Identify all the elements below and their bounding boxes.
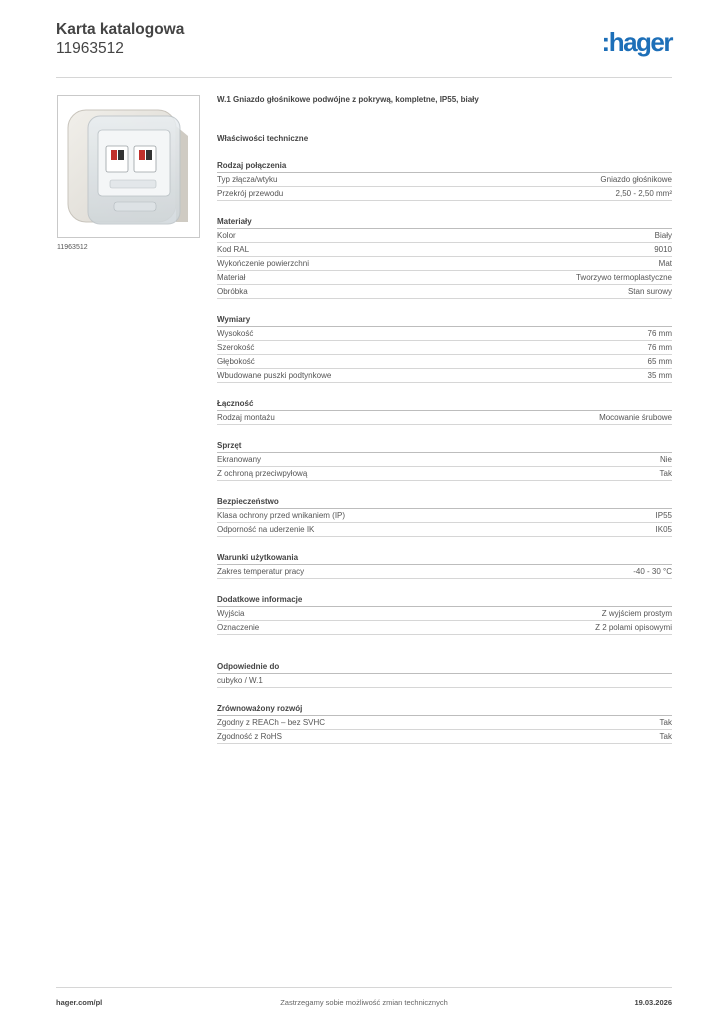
spec-row [217,565,672,579]
section-title: Łączność [217,398,672,411]
spec-row [217,411,672,425]
spec-value: Tak [659,469,672,478]
spec-value: 9010 [654,245,672,254]
hager-logo [602,27,672,57]
spec-label: Rodzaj montażu [217,413,275,422]
document-number: 11963512 [56,40,124,57]
spec-value: Gniazdo głośnikowe [600,175,672,184]
spec-section [217,661,672,688]
spec-section [217,440,672,481]
spec-section [217,552,672,579]
spec-label: Odporność na uderzenie IK [217,525,315,534]
section-title: Sprzęt [217,440,672,453]
spec-label: Kolor [217,231,236,240]
spec-row [217,327,672,341]
spec-value: IK05 [655,525,672,534]
spec-section [217,216,672,299]
spec-label: cubyko / W.1 [217,676,263,685]
spec-row [217,453,672,467]
technical-properties-heading: Właściwości techniczne [217,134,309,143]
spec-row [217,467,672,481]
spec-value: IP55 [655,511,672,520]
spec-row [217,285,672,299]
spec-section [217,160,672,201]
spec-row [217,621,672,635]
spec-section [217,703,672,744]
spec-row [217,716,672,730]
section-title: Materiały [217,216,672,229]
spec-value: 65 mm [647,357,672,366]
spec-value: Z 2 polami opisowymi [595,623,672,632]
speaker-socket-illustration [58,96,199,237]
spec-row [217,243,672,257]
document-footer [56,998,672,1010]
section-title: Zrównoważony rozwój [217,703,672,716]
section-title: Bezpieczeństwo [217,496,672,509]
product-title: W.1 Gniazdo głośnikowe podwójne z pokrywą, kompletne, IP55, biały [217,95,479,104]
document-title: Karta katalogowa [56,21,185,38]
spec-label: Kod RAL [217,245,250,254]
spec-row [217,674,672,688]
spec-row [217,523,672,537]
section-title: Wymiary [217,314,672,327]
spec-label: Oznaczenie [217,623,260,632]
spec-row [217,509,672,523]
spec-label: Wbudowane puszki podtynkowe [217,371,332,380]
spec-value: Mat [658,259,672,268]
spec-value: Nie [659,455,672,464]
spec-section [217,398,672,425]
spec-value: 76 mm [647,343,672,352]
product-image [57,95,200,238]
spec-row [217,607,672,621]
spec-row [217,271,672,285]
spec-value: Biały [654,231,672,240]
footer-divider [56,987,672,988]
section-title: Warunki użytkowania [217,552,672,565]
image-caption: 11963512 [57,244,88,251]
spec-value: 76 mm [647,329,672,338]
header-divider [56,77,672,78]
spec-label: Przekrój przewodu [217,189,284,198]
spec-row [217,369,672,383]
spec-row [217,229,672,243]
spec-section [217,314,672,383]
spec-label: Głębokość [217,357,255,366]
spec-label: Szerokość [217,343,255,352]
spec-label: Klasa ochrony przed wnikaniem (IP) [217,511,346,520]
specification-content [217,94,672,744]
spec-label: Zakres temperatur pracy [217,567,305,576]
section-title: Odpowiednie do [217,661,672,674]
spec-row [217,257,672,271]
spec-row [217,730,672,744]
spec-row [217,173,672,187]
spec-label: Typ złącza/wtyku [217,175,278,184]
brand-name: :hager [601,27,672,57]
spec-row [217,341,672,355]
spec-sections [217,160,672,744]
spec-label: Materiał [217,273,246,282]
spec-value: Stan surowy [627,287,672,296]
section-title: Rodzaj połączenia [217,160,672,173]
spec-label: Wykończenie powierzchni [217,259,309,268]
footer-disclaimer: Zastrzegamy sobie możliwość zmian technicznych [280,998,448,1007]
spec-value: Mocowanie śrubowe [599,413,672,422]
spec-value: Tak [659,718,672,727]
spec-section [217,496,672,537]
spec-label: Ekranowany [217,455,262,464]
spec-label: Zgodny z REACh – bez SVHC [217,718,326,727]
spec-label: Zgodność z RoHS [217,732,282,741]
spec-row [217,187,672,201]
spec-value: Tworzywo termoplastyczne [575,273,672,282]
spec-value: -40 - 30 °C [633,567,672,576]
spec-label: Wysokość [217,329,254,338]
spec-label: Obróbka [217,287,248,296]
spec-label: Z ochroną przeciwpyłową [217,469,308,478]
spec-value: 2,50 - 2,50 mm² [615,189,672,198]
spec-value: Tak [659,732,672,741]
footer-date: 19.03.2026 [634,998,672,1007]
spec-value: 35 mm [647,371,672,380]
document-header [56,20,184,58]
section-title: Dodatkowe informacje [217,594,672,607]
spec-row [217,355,672,369]
spec-section [217,594,672,635]
footer-website-link[interactable]: hager.com/pl [56,998,103,1007]
spec-value: Z wyjściem prostym [601,609,672,618]
spec-label: Wyjścia [217,609,245,618]
